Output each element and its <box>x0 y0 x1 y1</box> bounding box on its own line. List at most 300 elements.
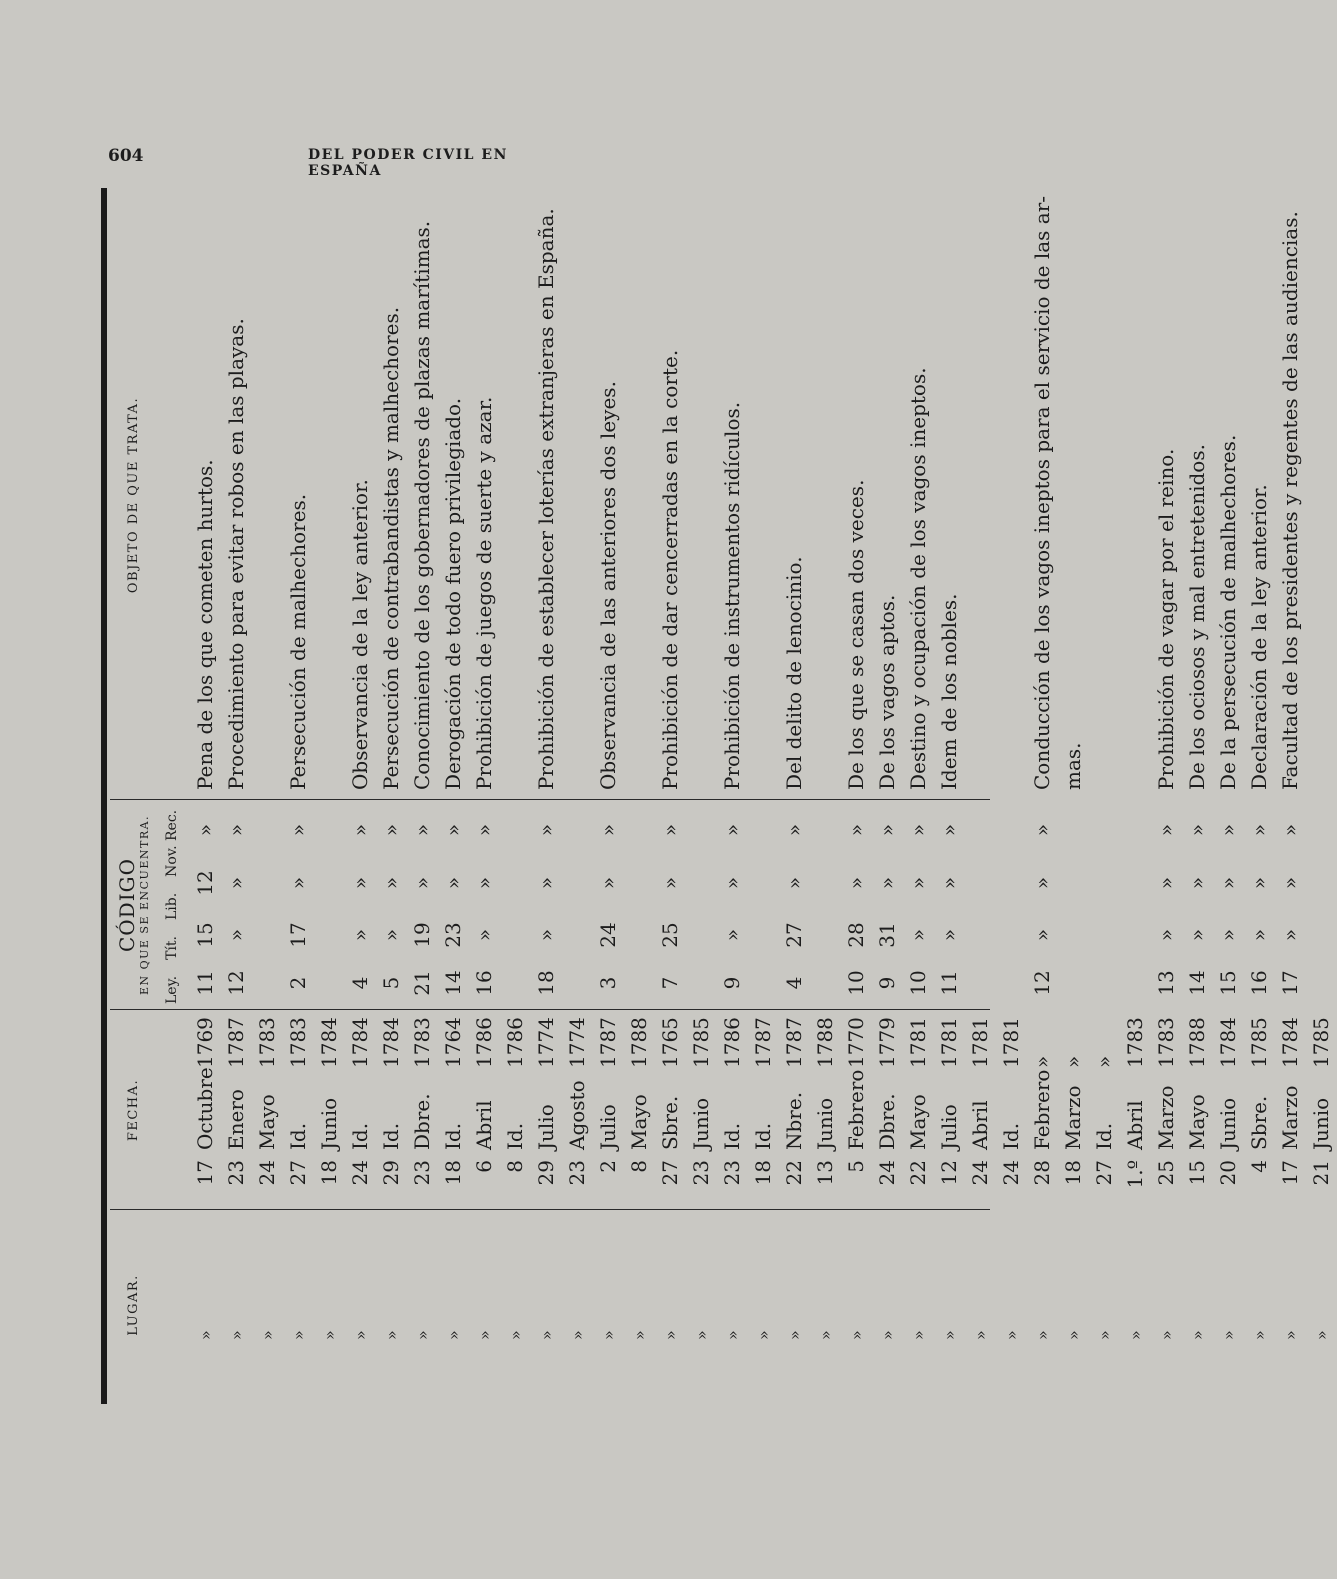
codigo-subtitle: EN QUE SE ENCUENTRA. <box>138 814 152 996</box>
cell-lib: » <box>1154 876 1178 890</box>
table-row <box>1213 190 1244 1400</box>
cell-mes: Sbre. <box>1247 1095 1271 1150</box>
cell-lugar: » <box>630 1330 649 1340</box>
cell-lugar: » <box>723 1330 742 1340</box>
cell-objeto: Pena de los que cometen hurtos. <box>193 459 217 790</box>
cell-anio: 1783 <box>286 1017 310 1068</box>
table-body <box>190 190 1337 1400</box>
cell-lib: » <box>937 876 961 890</box>
cell-rec: » <box>224 823 248 837</box>
cell-dia: 24 <box>999 1160 1023 1186</box>
table-row <box>1306 190 1337 1400</box>
cell-lib: » <box>348 876 372 890</box>
cell-rec: » <box>1216 823 1240 837</box>
table-row <box>221 190 252 1400</box>
cell-tit: » <box>1154 928 1178 942</box>
cell-dia: 13 <box>813 1160 837 1186</box>
cell-anio: 1783 <box>1154 1017 1178 1068</box>
cell-lugar: » <box>506 1330 525 1340</box>
cell-anio: 1785 <box>1247 1017 1271 1068</box>
table-row <box>252 190 283 1400</box>
cell-lib: » <box>1030 876 1054 890</box>
cell-anio: 1781 <box>968 1017 992 1068</box>
cell-lib: 12 <box>193 870 217 896</box>
table-row <box>407 190 438 1400</box>
cell-lugar: » <box>816 1330 835 1340</box>
cell-anio: 1783 <box>255 1017 279 1068</box>
cell-dia: 17 <box>193 1160 217 1186</box>
cell-objeto: Conducción de los vagos ineptos para el servicio de las ar- <box>1030 195 1054 790</box>
table-row <box>1058 190 1089 1400</box>
page-number: 604 <box>108 146 144 166</box>
cell-rec: » <box>782 823 806 837</box>
cell-lugar: » <box>1157 1330 1176 1340</box>
table-row <box>686 190 717 1400</box>
table-row <box>624 190 655 1400</box>
cell-dia: 18 <box>751 1160 775 1186</box>
cell-rec: » <box>875 823 899 837</box>
cell-objeto: Idem de los nobles. <box>937 593 961 790</box>
cell-anio: 1774 <box>534 1017 558 1068</box>
cell-lugar: » <box>909 1330 928 1340</box>
cell-anio: 1779 <box>875 1017 899 1068</box>
cell-lib: » <box>596 876 620 890</box>
cell-anio: 1781 <box>937 1017 961 1068</box>
cell-mes: Junio <box>813 1097 837 1150</box>
cell-mes: Id. <box>1092 1122 1116 1150</box>
cell-tit: 23 <box>441 922 465 948</box>
cell-dia: 17 <box>1278 1160 1302 1186</box>
cell-mes: Agosto <box>565 1080 589 1150</box>
cell-mes: Abril <box>472 1100 496 1150</box>
header-fecha: FECHA. <box>125 1078 141 1142</box>
cell-anio: 1788 <box>627 1017 651 1068</box>
cell-dia: 5 <box>844 1160 868 1173</box>
cell-anio: 1787 <box>782 1017 806 1068</box>
cell-lib: » <box>720 876 744 890</box>
cell-dia: 2 <box>596 1160 620 1173</box>
cell-tit: » <box>224 928 248 942</box>
cell-lib: » <box>1216 876 1240 890</box>
cell-dia: 15 <box>1185 1160 1209 1186</box>
page-header <box>108 146 588 179</box>
cell-anio: 1769 <box>193 1017 217 1068</box>
cell-anio: 1774 <box>565 1017 589 1068</box>
cell-mes: Octubre <box>193 1067 217 1150</box>
table-row <box>1027 190 1058 1400</box>
cell-anio: 1784 <box>317 1017 341 1068</box>
cell-anio: 1781 <box>999 1017 1023 1068</box>
cell-rec: » <box>379 823 403 837</box>
cell-tit: » <box>534 928 558 942</box>
cell-lib: » <box>658 876 682 890</box>
cell-lugar: » <box>754 1330 773 1340</box>
cell-rec: » <box>906 823 930 837</box>
cell-objeto: Conocimiento de los gobernadores de plazas marítimas. <box>410 220 434 790</box>
table-row <box>593 190 624 1400</box>
cell-lugar: » <box>444 1330 463 1340</box>
table-row <box>934 190 965 1400</box>
cell-lugar: » <box>785 1330 804 1340</box>
cell-ley: 11 <box>937 970 961 996</box>
cell-objeto: Declaración de la ley anterior. <box>1247 484 1271 790</box>
cell-rec: » <box>1154 823 1178 837</box>
cell-lugar: » <box>320 1330 339 1340</box>
cell-mes: Mayo <box>1185 1094 1209 1150</box>
cell-objeto: Derogación de todo fuero privilegiado. <box>441 397 465 790</box>
cell-lugar: » <box>1002 1330 1021 1340</box>
cell-lib: » <box>1278 876 1302 890</box>
table-row <box>1089 190 1120 1400</box>
cell-mes: Mayo <box>627 1094 651 1150</box>
cell-objeto: Prohibición de juegos de suerte y azar. <box>472 396 496 790</box>
cell-objeto: De la persecución de malhechores. <box>1216 434 1240 790</box>
cell-tit: » <box>1030 928 1054 942</box>
cell-objeto: Del delito de lenocinio. <box>782 556 806 790</box>
table-row <box>717 190 748 1400</box>
cell-dia: 29 <box>379 1160 403 1186</box>
cell-objeto: Persecución de malhechores. <box>286 493 310 790</box>
cell-lugar: » <box>847 1330 866 1340</box>
cell-anio: 1783 <box>1123 1017 1147 1068</box>
cell-mes: Junio <box>317 1097 341 1150</box>
cell-dia: 18 <box>441 1160 465 1186</box>
header-objeto: OBJETO DE QUE TRATA. <box>125 396 141 594</box>
cell-mes: Junio <box>689 1097 713 1150</box>
cell-dia: 8 <box>627 1160 651 1173</box>
cell-ley: 9 <box>875 976 899 990</box>
running-head: DEL PODER CIVIL EN ESPAÑA <box>308 147 508 179</box>
cell-rec: » <box>1247 823 1271 837</box>
cell-lugar: » <box>878 1330 897 1340</box>
table-row <box>996 190 1027 1400</box>
header-codigo <box>110 800 158 1010</box>
cell-mes: Julio <box>596 1104 620 1150</box>
cell-objeto: Persecución de contrabandistas y malhechores. <box>379 306 403 790</box>
cell-tit: 31 <box>875 922 899 948</box>
cell-ley: 4 <box>348 976 372 990</box>
cell-lugar: » <box>227 1330 246 1340</box>
cell-mes: Abril <box>968 1100 992 1150</box>
cell-tit: » <box>379 928 403 942</box>
cell-ley: 3 <box>596 976 620 990</box>
cell-rec: » <box>193 823 217 837</box>
cell-tit: » <box>1247 928 1271 942</box>
cell-tit: » <box>348 928 372 942</box>
cell-mes: Febrero <box>844 1069 868 1150</box>
cell-ley: 2 <box>286 976 310 990</box>
cell-lugar: » <box>1095 1330 1114 1340</box>
cell-tit: » <box>720 928 744 942</box>
table-row <box>903 190 934 1400</box>
cell-objeto: De los ociosos y mal entretenidos. <box>1185 444 1209 790</box>
cell-lib: » <box>379 876 403 890</box>
cell-lib: » <box>782 876 806 890</box>
cell-rec: » <box>658 823 682 837</box>
cell-tit: 15 <box>193 922 217 948</box>
cell-dia: 25 <box>1154 1160 1178 1186</box>
cell-dia: 24 <box>968 1160 992 1186</box>
cell-lib: » <box>286 876 310 890</box>
table-row <box>345 190 376 1400</box>
cell-anio: 1787 <box>751 1017 775 1068</box>
cell-anio: » <box>1030 1055 1054 1068</box>
table-row <box>562 190 593 1400</box>
cell-ley: 17 <box>1278 970 1302 996</box>
cell-ley: 14 <box>441 970 465 996</box>
cell-objeto: Prohibición de establecer loterías extranjeras en España. <box>534 208 558 790</box>
codigo-title: CÓDIGO <box>115 858 140 953</box>
cell-mes: Julio <box>937 1104 961 1150</box>
cell-anio: » <box>1061 1055 1085 1068</box>
cell-dia: 6 <box>472 1160 496 1173</box>
cell-ley: 5 <box>379 976 403 990</box>
table-row <box>283 190 314 1400</box>
cell-tit: 24 <box>596 922 620 948</box>
cell-lib: » <box>844 876 868 890</box>
table-row <box>438 190 469 1400</box>
cell-tit: 17 <box>286 922 310 948</box>
table-row <box>748 190 779 1400</box>
cell-anio: 1785 <box>1309 1017 1333 1068</box>
cell-mes: Julio <box>534 1104 558 1150</box>
table-row <box>965 190 996 1400</box>
cell-ley: 12 <box>1030 970 1054 996</box>
cell-ley: 11 <box>193 970 217 996</box>
table-row <box>1120 190 1151 1400</box>
cell-mes: Abril <box>1123 1100 1147 1150</box>
cell-rec: » <box>534 823 558 837</box>
cell-lugar: » <box>413 1330 432 1340</box>
cell-mes: Febrero <box>1030 1069 1054 1150</box>
cell-tit: 27 <box>782 922 806 948</box>
cell-anio: 1770 <box>844 1017 868 1068</box>
cell-lugar: » <box>661 1330 680 1340</box>
cell-objeto: Prohibición de instrumentos ridículos. <box>720 401 744 790</box>
cell-objeto: Observancia de la ley anterior. <box>348 479 372 790</box>
table-row <box>469 190 500 1400</box>
rotated-table <box>110 190 1333 1400</box>
table-row <box>1182 190 1213 1400</box>
cell-ley: 16 <box>472 970 496 996</box>
cell-lugar: » <box>196 1330 215 1340</box>
cell-lugar: » <box>1188 1330 1207 1340</box>
cell-ley: 21 <box>410 970 434 996</box>
cell-lib: » <box>1247 876 1271 890</box>
cell-dia: 20 <box>1216 1160 1240 1186</box>
cell-dia: 23 <box>224 1160 248 1186</box>
cell-lib: » <box>875 876 899 890</box>
cell-tit: 25 <box>658 922 682 948</box>
cell-anio: 1784 <box>1216 1017 1240 1068</box>
cell-rec: » <box>1030 823 1054 837</box>
cell-ley: 14 <box>1185 970 1209 996</box>
cell-mes: Id. <box>999 1122 1023 1150</box>
cell-anio: 1787 <box>224 1017 248 1068</box>
cell-lugar: » <box>475 1330 494 1340</box>
cell-ley: 15 <box>1216 970 1240 996</box>
cell-anio: 1784 <box>1278 1017 1302 1068</box>
cell-objeto: Facultad de los presidentes y regentes de las audiencias. <box>1278 211 1302 790</box>
table-row <box>655 190 686 1400</box>
cell-objeto: Procedimiento para evitar robos en las playas. <box>224 318 248 790</box>
codigo-subheaders <box>164 802 180 1004</box>
cell-anio: 1788 <box>1185 1017 1209 1068</box>
subheader-ley: Ley. <box>164 975 180 1004</box>
cell-anio: 1786 <box>472 1017 496 1068</box>
cell-rec: » <box>596 823 620 837</box>
cell-mes: Id. <box>286 1122 310 1150</box>
cell-mes: Mayo <box>906 1094 930 1150</box>
cell-dia: 24 <box>875 1160 899 1186</box>
cell-lugar: » <box>568 1330 587 1340</box>
cell-rec: » <box>1185 823 1209 837</box>
cell-ley: 9 <box>720 976 744 990</box>
cell-objeto: De los vagos aptos. <box>875 594 899 790</box>
subheader-lib: Lib. <box>164 892 180 920</box>
cell-dia: 22 <box>782 1160 806 1186</box>
cell-mes: Marzo <box>1061 1085 1085 1150</box>
cell-anio: 1785 <box>689 1017 713 1068</box>
table-row <box>190 190 221 1400</box>
cell-dia: 23 <box>565 1160 589 1186</box>
cell-lugar: » <box>1281 1330 1300 1340</box>
cell-anio: 1783 <box>410 1017 434 1068</box>
cell-mes: Dbre. <box>875 1093 899 1150</box>
cell-lugar: » <box>1312 1330 1331 1340</box>
cell-dia: 12 <box>937 1160 961 1186</box>
table-row <box>1275 190 1306 1400</box>
cell-anio: 1765 <box>658 1017 682 1068</box>
cell-ley: 16 <box>1247 970 1271 996</box>
subheader-nov-rec: Nov. Rec. <box>164 809 180 877</box>
cell-lib: » <box>224 876 248 890</box>
cell-ley: 10 <box>906 970 930 996</box>
cell-dia: 23 <box>720 1160 744 1186</box>
cell-mes: Sbre. <box>658 1095 682 1150</box>
cell-objeto: Prohibición de dar cencerradas en la corte. <box>658 349 682 790</box>
cell-mes: Id. <box>348 1122 372 1150</box>
cell-anio: 1786 <box>720 1017 744 1068</box>
header-lugar: LUGAR. <box>125 1274 141 1336</box>
cell-anio: 1788 <box>813 1017 837 1068</box>
cell-tit: » <box>1216 928 1240 942</box>
cell-dia: 8 <box>503 1160 527 1173</box>
cell-ley: 13 <box>1154 970 1178 996</box>
table-row <box>376 190 407 1400</box>
cell-lugar: » <box>1033 1330 1052 1340</box>
cell-rec: » <box>844 823 868 837</box>
cell-dia: 27 <box>1092 1160 1116 1186</box>
cell-dia: 23 <box>689 1160 713 1186</box>
cell-tit: » <box>1185 928 1209 942</box>
cell-mes: Junio <box>1216 1097 1240 1150</box>
table-row <box>810 190 841 1400</box>
cell-lib: » <box>534 876 558 890</box>
cell-tit: » <box>906 928 930 942</box>
cell-objeto: Destino y ocupación de los vagos ineptos. <box>906 367 930 790</box>
cell-tit: 28 <box>844 922 868 948</box>
table-row <box>841 190 872 1400</box>
cell-dia: 22 <box>906 1160 930 1186</box>
cell-dia: 29 <box>534 1160 558 1186</box>
cell-anio: 1787 <box>596 1017 620 1068</box>
cell-mes: Mayo <box>255 1094 279 1150</box>
cell-mes: Enero <box>224 1089 248 1150</box>
cell-lugar: » <box>382 1330 401 1340</box>
cell-objeto: mas. <box>1061 742 1085 790</box>
cell-ley: 10 <box>844 970 868 996</box>
cell-dia: 1.º <box>1123 1160 1147 1189</box>
cell-lugar: » <box>351 1330 370 1340</box>
cell-lib: » <box>472 876 496 890</box>
cell-tit: » <box>472 928 496 942</box>
cell-dia: 27 <box>286 1160 310 1186</box>
cell-mes: Id. <box>751 1122 775 1150</box>
cell-lugar: » <box>537 1330 556 1340</box>
cell-ley: 18 <box>534 970 558 996</box>
cell-anio: 1764 <box>441 1017 465 1068</box>
cell-ley: 7 <box>658 976 682 990</box>
cell-mes: Id. <box>720 1122 744 1150</box>
cell-ley: 12 <box>224 970 248 996</box>
cell-mes: Marzo <box>1278 1085 1302 1150</box>
cell-dia: 21 <box>1309 1160 1333 1186</box>
cell-lugar: » <box>1219 1330 1238 1340</box>
cell-mes: Id. <box>503 1122 527 1150</box>
cell-ley: 4 <box>782 976 806 990</box>
left-border-rule <box>101 188 107 1404</box>
cell-lugar: » <box>1250 1330 1269 1340</box>
cell-tit: 19 <box>410 922 434 948</box>
cell-mes: Junio <box>1309 1097 1333 1150</box>
cell-anio: 1784 <box>348 1017 372 1068</box>
cell-anio: 1786 <box>503 1017 527 1068</box>
cell-anio: » <box>1092 1055 1116 1068</box>
cell-lib: » <box>410 876 434 890</box>
table-row <box>872 190 903 1400</box>
cell-rec: » <box>410 823 434 837</box>
cell-anio: 1781 <box>906 1017 930 1068</box>
cell-objeto: Observancia de las anteriores dos leyes. <box>596 381 620 790</box>
table-row <box>1244 190 1275 1400</box>
cell-dia: 4 <box>1247 1160 1271 1173</box>
cell-lugar: » <box>1064 1330 1083 1340</box>
cell-rec: » <box>937 823 961 837</box>
cell-objeto: Prohibición de vagar por el reino. <box>1154 448 1178 790</box>
table-row <box>1151 190 1182 1400</box>
subheader-tit: Tít. <box>164 936 180 960</box>
cell-dia: 28 <box>1030 1160 1054 1186</box>
cell-dia: 24 <box>255 1160 279 1186</box>
cell-lugar: » <box>289 1330 308 1340</box>
cell-lugar: » <box>692 1330 711 1340</box>
cell-tit: » <box>937 928 961 942</box>
cell-dia: 23 <box>410 1160 434 1186</box>
table-row <box>314 190 345 1400</box>
cell-mes: Id. <box>441 1122 465 1150</box>
cell-lib: » <box>906 876 930 890</box>
cell-rec: » <box>286 823 310 837</box>
table-row <box>779 190 810 1400</box>
cell-lugar: » <box>1126 1330 1145 1340</box>
cell-rec: » <box>720 823 744 837</box>
table-row <box>531 190 562 1400</box>
cell-mes: Dbre. <box>410 1093 434 1150</box>
cell-rec: » <box>472 823 496 837</box>
cell-objeto: De los que se casan dos veces. <box>844 479 868 790</box>
cell-anio: 1784 <box>379 1017 403 1068</box>
